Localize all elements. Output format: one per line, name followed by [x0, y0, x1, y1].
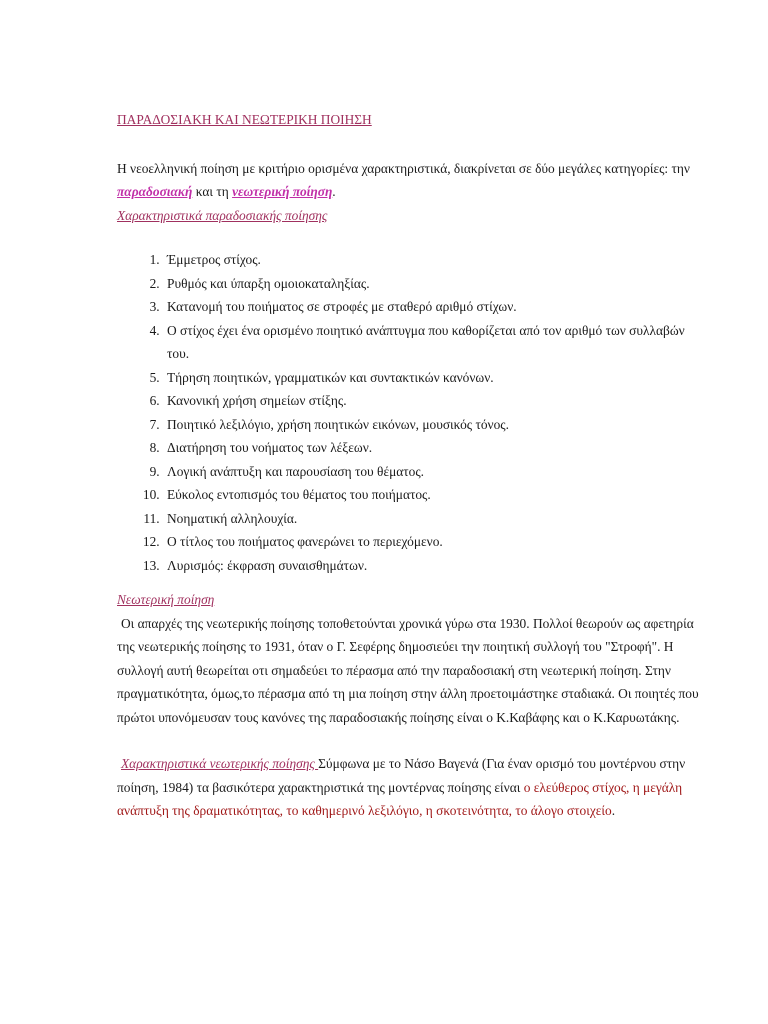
modern-features-heading: Χαρακτηριστικά νεωτερικής ποίησης [121, 756, 319, 771]
list-item: 5. Τήρηση ποιητικών, γραμματικών και συντακτικών κανόνων. [163, 366, 708, 390]
link-traditional[interactable]: παραδοσιακή [117, 184, 193, 199]
list-item: 2. Ρυθμός και ύπαρξη ομοιοκαταληξίας. [163, 272, 708, 296]
list-item: 13. Λυρισμός: έκφραση συναισθημάτων. [163, 554, 708, 578]
modern-heading: Νεωτερική ποίηση [117, 592, 215, 607]
list-item: 10. Εύκολος εντοπισμός του θέματος του ποιήματος. [163, 483, 708, 507]
list-item: 6. Κανονική χρήση σημείων στίξης. [163, 389, 708, 413]
list-item: 9. Λογική ανάπτυξη και παρουσίαση του θέματος. [163, 460, 708, 484]
traditional-features-list [117, 248, 708, 577]
list-item: 1. Έμμετρος στίχος. [163, 248, 708, 272]
traditional-heading: Χαρακτηριστικά παραδοσιακής ποίησης [117, 207, 328, 223]
list-item: 12. Ο τίτλος του ποιήματος φανερώνει το περιεχόμενο. [163, 530, 708, 554]
list-item: 11. Νοηματική αλληλουχία. [163, 507, 708, 531]
list-item: 4. Ο στίχος έχει ένα ορισμένο ποιητικό ανάπτυγμα που καθορίζεται από τον αριθμό των συλλαβών του. [163, 319, 708, 366]
page-title: ΠΑΡΑΔΟΣΙΑΚΗ ΚΑΙ ΝΕΩΤΕΡΙΚΗ ΠΟΙΗΣΗ [117, 112, 372, 127]
link-modern[interactable]: νεωτερική ποίηση [232, 184, 333, 199]
intro-paragraph: Η νεοελληνική ποίηση με κριτήριο ορισμένα χαρακτηριστικά, διακρίνεται σε δύο μεγάλες κατηγορίες: την παραδοσιακή και τη νεωτερική ποίηση. [117, 160, 690, 199]
modern-paragraph: Οι απαρχές της νεωτερικής ποίησης τοποθετούνται χρονικά γύρω στα 1930. Πολλοί θεωρούν ως αφετηρία της νεωτερικής ποίησης το 1931, όταν ο Γ. Σεφέρης δημοσιεύει την ποιητική συλλογή του "Στροφή". Η συλλογή αυτή θεωρείται οτι σημαδεύει το πέρασμα από την παραδοσιακή στη νεωτερική ποίηση. Στην πραγματικότητα, όμως,το πέρασμα από τη μια ποίηση στην άλλη προετοιμάστηκε σταδιακά. Οι ποιητές που πρώτοι υπονόμευσαν τους κανόνες της παραδοσιακής ποίησης είναι ο Κ.Καβάφης και ο Κ.Καρυωτάκης. [117, 615, 699, 725]
list-item: 8. Διατήρηση του νοήματος των λέξεων. [163, 436, 708, 460]
list-item: 3. Κατανομή του ποιήματος σε στροφές με σταθερό αριθμό στίχων. [163, 295, 708, 319]
modern-features-highlight: ο ελεύθερος στίχος, η μεγάλη ανάπτυξη της δραματικότητας, το καθημερινό λεξιλόγιο, η σκοτεινότητα, το άλογο στοιχείο [117, 779, 683, 818]
modern-features-paragraph: Χαρακτηριστικά νεωτερικής ποίησης Σύμφωνα με το Νάσο Βαγενά (Για έναν ορισμό του μοντέρνου στην ποίηση, 1984) τα βασικότερα χαρακτηριστικά της μοντέρνας ποίησης είναι ο ελεύθερος στίχος, η μεγάλη ανάπτυξη της δραματικότητας, το καθημερινό λεξιλόγιο, η σκοτεινότητα, το άλογο στοιχείο. [117, 756, 686, 818]
spacer [117, 729, 708, 752]
list-item: 7. Ποιητικό λεξιλόγιο, χρήση ποιητικών εικόνων, μουσικός τόνος. [163, 413, 708, 437]
